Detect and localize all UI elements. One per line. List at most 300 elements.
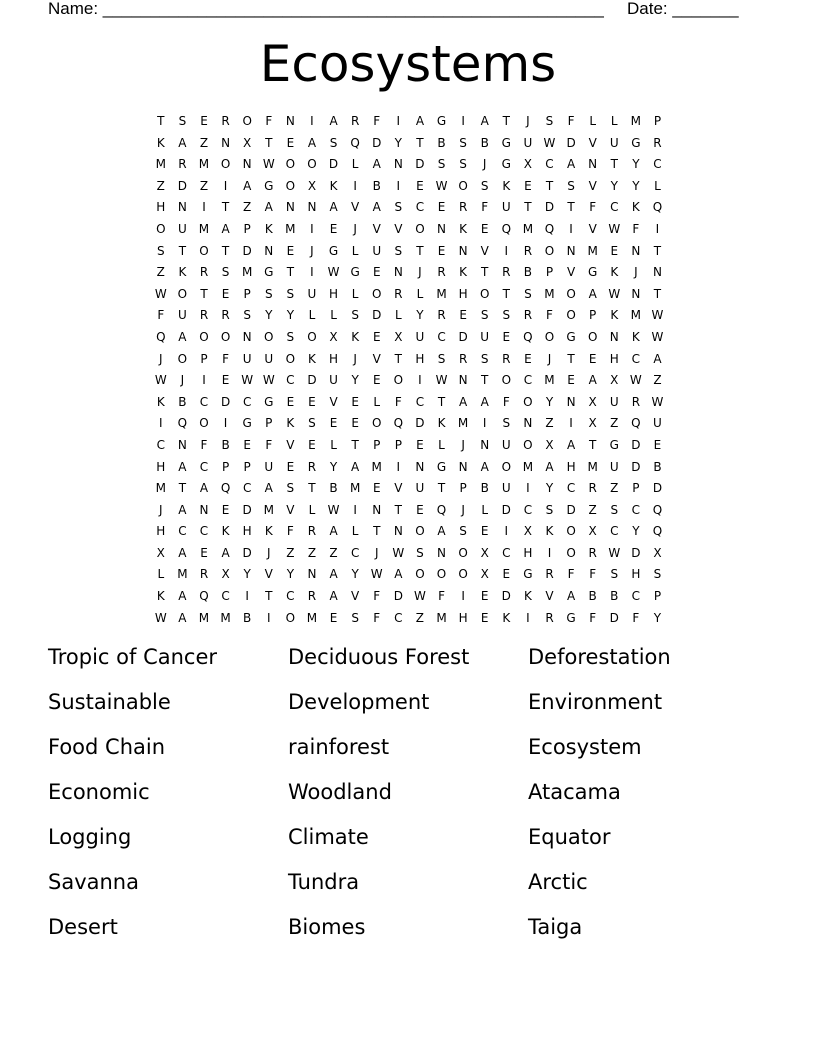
grid-letter: I <box>418 373 422 388</box>
grid-letter: I <box>266 610 271 625</box>
grid-row <box>150 154 670 176</box>
grid-letter: Q <box>156 329 166 344</box>
grid-letter: O <box>242 114 252 128</box>
grid-letter: Z <box>415 610 425 625</box>
grid-letter: C <box>415 200 425 215</box>
grid-letter: R <box>523 308 533 323</box>
grid-letter: F <box>502 394 510 409</box>
grid-letter: V <box>286 437 295 452</box>
grid-letter: K <box>437 416 446 431</box>
word-list <box>48 641 768 956</box>
grid-letter: F <box>394 394 402 409</box>
grid-letter: O <box>501 373 512 388</box>
grid-letter: U <box>372 243 382 258</box>
grid-letter: B <box>653 459 662 474</box>
grid-letter: M <box>198 157 210 172</box>
grid-letter: S <box>610 567 619 582</box>
grid-letter: F <box>265 437 273 452</box>
grid-letter: X <box>307 178 317 193</box>
grid-letter: F <box>286 524 294 539</box>
grid-letter: J <box>526 114 530 128</box>
grid-letter: G <box>264 394 274 409</box>
grid-letter: F <box>589 567 597 582</box>
grid-letter: D <box>242 243 252 258</box>
grid-letter: E <box>286 394 295 409</box>
grid-letter: A <box>178 135 187 150</box>
grid-letter: R <box>545 567 554 582</box>
grid-row <box>150 305 670 327</box>
grid-letter: I <box>223 178 228 193</box>
grid-letter: S <box>156 243 165 258</box>
grid-letter: U <box>177 308 187 323</box>
grid-letter: B <box>243 610 252 625</box>
grid-letter: E <box>200 114 208 128</box>
grid-letter: A <box>394 567 403 582</box>
grid-letter: X <box>480 545 489 560</box>
word-list-item: Economic <box>48 780 150 804</box>
grid-letter: I <box>310 221 314 236</box>
grid-letter: Z <box>156 265 165 280</box>
grid-letter: X <box>588 524 597 539</box>
grid-letter: J <box>159 502 163 517</box>
grid-letter: O <box>566 286 576 301</box>
grid-letter: S <box>437 157 446 172</box>
grid-row <box>150 370 670 392</box>
grid-letter: N <box>437 221 446 236</box>
grid-letter: A <box>545 459 554 474</box>
grid-letter: H <box>458 610 468 625</box>
grid-letter: I <box>526 481 530 496</box>
grid-letter: I <box>310 114 314 128</box>
grid-letter: R <box>502 265 511 280</box>
grid-letter: O <box>199 329 209 344</box>
grid-letter: W <box>608 286 621 301</box>
grid-row <box>150 327 670 349</box>
grid-letter: N <box>652 265 662 280</box>
word-list-item: Ecosystem <box>528 735 642 759</box>
grid-letter: L <box>416 286 424 301</box>
grid-letter: U <box>415 329 425 344</box>
grid-letter: F <box>265 114 273 128</box>
grid-letter: T <box>610 157 618 172</box>
grid-letter: E <box>372 329 381 344</box>
grid-letter: N <box>221 135 231 150</box>
grid-letter: V <box>372 221 381 236</box>
grid-letter: U <box>501 437 511 452</box>
grid-letter: H <box>156 459 166 474</box>
grid-letter: O <box>307 329 317 344</box>
grid-letter: O <box>501 459 512 474</box>
word-list-item: Atacama <box>528 780 621 804</box>
grid-letter: H <box>329 286 339 301</box>
grid-row <box>150 197 670 219</box>
grid-letter: B <box>329 481 338 496</box>
grid-letter: O <box>372 286 382 301</box>
grid-letter: P <box>653 589 662 604</box>
grid-letter: R <box>199 567 209 582</box>
grid-letter: K <box>502 610 511 625</box>
grid-letter: K <box>459 221 468 236</box>
grid-letter: L <box>610 114 618 128</box>
grid-letter: F <box>567 114 575 128</box>
grid-letter: T <box>351 437 359 452</box>
grid-letter: B <box>480 481 489 496</box>
grid-letter: C <box>199 459 209 474</box>
grid-letter: N <box>372 502 382 517</box>
grid-row <box>150 564 670 586</box>
grid-letter: U <box>501 481 511 496</box>
grid-letter: I <box>159 416 163 431</box>
grid-letter: A <box>351 459 360 474</box>
grid-letter: E <box>221 373 230 388</box>
grid-letter: P <box>243 221 251 236</box>
grid-letter: R <box>307 524 317 539</box>
grid-letter: E <box>588 351 597 366</box>
grid-letter: K <box>264 524 273 539</box>
grid-row <box>150 111 670 133</box>
grid-letter: T <box>265 135 273 150</box>
grid-letter: M <box>436 610 447 625</box>
grid-letter: D <box>372 135 382 150</box>
grid-letter: T <box>502 286 510 301</box>
grid-letter: O <box>436 567 447 582</box>
grid-letter: A <box>264 200 273 215</box>
grid-letter: M <box>436 286 447 301</box>
grid-letter: K <box>156 589 165 604</box>
grid-letter: W <box>651 329 664 344</box>
grid-letter: X <box>480 567 489 582</box>
grid-letter: H <box>631 567 641 582</box>
grid-letter: W <box>651 394 664 409</box>
grid-letter: D <box>415 157 425 172</box>
grid-letter: S <box>524 286 532 301</box>
grid-letter: O <box>220 329 231 344</box>
grid-letter: Q <box>652 502 663 517</box>
grid-letter: N <box>393 157 403 172</box>
grid-letter: C <box>242 394 252 409</box>
grid-letter: D <box>242 502 252 517</box>
grid-letter: W <box>327 502 340 517</box>
grid-letter: N <box>242 157 252 172</box>
grid-letter: A <box>178 610 187 625</box>
grid-letter: A <box>178 502 187 517</box>
grid-letter: P <box>221 459 230 474</box>
grid-letter: I <box>353 178 357 193</box>
word-list-item: Climate <box>288 825 369 849</box>
grid-letter: I <box>396 114 401 128</box>
grid-letter: Q <box>652 524 663 539</box>
grid-letter: O <box>544 329 555 344</box>
grid-letter: I <box>526 610 530 625</box>
word-list-item: Arctic <box>528 870 588 894</box>
grid-letter: O <box>220 157 231 172</box>
grid-letter: V <box>394 221 403 236</box>
grid-letter: W <box>262 157 275 172</box>
grid-letter: P <box>589 308 597 323</box>
grid-letter: H <box>523 545 533 560</box>
word-list-item: Tundra <box>288 870 360 894</box>
grid-row <box>150 284 670 306</box>
grid-letter: G <box>609 437 619 452</box>
grid-letter: U <box>177 221 187 236</box>
grid-letter: L <box>351 286 359 301</box>
grid-letter: O <box>458 178 468 193</box>
grid-letter: N <box>588 157 598 172</box>
grid-letter: L <box>308 308 316 323</box>
grid-letter: O <box>285 178 296 193</box>
grid-letter: O <box>177 286 188 301</box>
grid-letter: E <box>480 589 489 604</box>
grid-letter: J <box>461 502 465 517</box>
grid-letter: O <box>415 221 425 236</box>
grid-letter: W <box>629 373 642 388</box>
grid-letter: U <box>523 135 533 150</box>
grid-letter: U <box>653 416 662 431</box>
grid-letter: I <box>202 373 206 388</box>
grid-letter: K <box>156 135 165 150</box>
grid-letter: A <box>566 437 576 452</box>
grid-letter: E <box>502 567 511 582</box>
grid-row <box>150 262 670 284</box>
grid-letter: K <box>351 329 360 344</box>
grid-letter: G <box>501 135 511 150</box>
grid-letter: G <box>436 459 447 474</box>
grid-letter: S <box>329 135 338 150</box>
grid-letter: Y <box>416 308 424 323</box>
grid-letter: K <box>631 329 640 344</box>
grid-letter: Y <box>632 157 640 172</box>
grid-letter: U <box>264 351 274 366</box>
grid-letter: L <box>351 157 359 172</box>
grid-letter: S <box>480 178 489 193</box>
grid-letter: O <box>415 567 425 582</box>
grid-letter: S <box>502 308 511 323</box>
grid-letter: B <box>610 589 619 604</box>
grid-letter: A <box>264 481 273 496</box>
grid-letter: I <box>223 416 228 431</box>
grid-letter: G <box>350 265 360 280</box>
grid-letter: N <box>393 524 403 539</box>
grid-letter: A <box>480 459 489 474</box>
grid-letter: E <box>372 265 381 280</box>
grid-letter: E <box>286 135 295 150</box>
grid-letter: O <box>307 157 317 172</box>
grid-letter: D <box>372 308 382 323</box>
grid-letter: C <box>523 373 533 388</box>
grid-letter: M <box>285 221 296 236</box>
grid-letter: S <box>545 114 554 128</box>
grid-letter: X <box>221 567 230 582</box>
grid-letter: T <box>589 437 597 452</box>
grid-letter: J <box>310 243 314 258</box>
grid-letter: K <box>221 524 230 539</box>
grid-letter: E <box>480 221 489 236</box>
grid-letter: E <box>286 243 295 258</box>
grid-letter: K <box>545 524 554 539</box>
grid-letter: Z <box>199 178 209 193</box>
grid-letter: U <box>609 135 619 150</box>
grid-letter: G <box>264 178 274 193</box>
word-search-grid <box>150 111 670 629</box>
grid-letter: P <box>653 114 662 128</box>
grid-letter: N <box>177 437 187 452</box>
grid-letter: J <box>353 351 357 366</box>
grid-row <box>150 349 670 371</box>
grid-letter: T <box>178 243 187 258</box>
grid-letter: J <box>159 351 163 366</box>
grid-letter: H <box>566 459 576 474</box>
grid-letter: C <box>221 589 230 604</box>
grid-letter: N <box>480 437 490 452</box>
grid-letter: N <box>631 286 641 301</box>
grid-letter: E <box>329 416 338 431</box>
grid-letter: E <box>221 286 230 301</box>
grid-letter: S <box>459 157 467 172</box>
grid-letter: E <box>221 502 230 517</box>
grid-letter: W <box>608 545 621 560</box>
grid-letter: P <box>243 459 251 474</box>
grid-letter: A <box>178 329 187 344</box>
grid-letter: F <box>373 114 381 128</box>
grid-letter: O <box>566 308 576 323</box>
grid-letter: M <box>587 243 598 258</box>
grid-letter: N <box>631 243 641 258</box>
grid-row <box>150 435 670 457</box>
grid-letter: E <box>437 200 446 215</box>
grid-row <box>150 219 670 241</box>
word-list-item: Sustainable <box>48 690 171 714</box>
grid-letter: Y <box>351 373 359 388</box>
name-line: Name: _____________________________________________________ <box>48 0 604 18</box>
grid-letter: E <box>329 221 338 236</box>
grid-letter: E <box>653 437 662 452</box>
grid-letter: A <box>566 589 576 604</box>
grid-letter: S <box>308 416 316 431</box>
grid-letter: V <box>351 200 360 215</box>
grid-letter: W <box>327 265 340 280</box>
grid-letter: T <box>373 524 381 539</box>
grid-letter: K <box>286 416 295 431</box>
grid-letter: B <box>178 394 187 409</box>
grid-letter: K <box>329 178 338 193</box>
grid-letter: Y <box>351 567 359 582</box>
grid-row <box>150 241 670 263</box>
word-list-item: Savanna <box>48 870 139 894</box>
grid-letter: M <box>198 221 210 236</box>
grid-letter: C <box>199 524 209 539</box>
grid-letter: M <box>630 308 642 323</box>
grid-letter: U <box>329 373 338 388</box>
grid-letter: S <box>459 135 467 150</box>
grid-letter: E <box>243 437 251 452</box>
grid-letter: E <box>329 610 338 625</box>
grid-letter: H <box>242 524 252 539</box>
grid-letter: O <box>156 221 166 236</box>
grid-letter: V <box>588 221 597 236</box>
grid-letter: Y <box>632 524 640 539</box>
grid-letter: F <box>200 437 208 452</box>
grid-letter: F <box>157 308 165 323</box>
grid-letter: E <box>567 373 575 388</box>
grid-letter: M <box>177 567 188 582</box>
grid-letter: D <box>458 329 468 344</box>
grid-letter: E <box>372 481 381 496</box>
grid-letter: C <box>631 351 641 366</box>
grid-letter: A <box>329 114 338 128</box>
grid-letter: G <box>566 329 576 344</box>
grid-letter: X <box>653 545 662 560</box>
grid-letter: D <box>609 610 619 625</box>
grid-letter: Y <box>610 178 618 193</box>
grid-letter: F <box>632 221 640 236</box>
grid-letter: C <box>437 329 446 344</box>
grid-letter: N <box>393 265 403 280</box>
grid-letter: X <box>394 329 403 344</box>
grid-letter: J <box>180 373 185 388</box>
grid-letter: J <box>461 437 465 452</box>
grid-letter: V <box>480 243 489 258</box>
grid-letter: A <box>372 200 381 215</box>
grid-letter: P <box>200 351 208 366</box>
grid-letter: G <box>523 567 533 582</box>
grid-letter: R <box>221 114 230 128</box>
grid-letter: X <box>523 524 532 539</box>
grid-letter: A <box>588 373 597 388</box>
grid-letter: M <box>522 221 534 236</box>
word-list-item: Deforestation <box>528 645 671 669</box>
grid-letter: A <box>372 157 381 172</box>
grid-letter: E <box>372 373 381 388</box>
grid-letter: B <box>437 135 446 150</box>
grid-letter: F <box>589 200 597 215</box>
grid-row <box>150 500 670 522</box>
grid-letter: M <box>587 459 598 474</box>
grid-letter: Y <box>329 459 338 474</box>
grid-letter: T <box>481 373 489 388</box>
grid-letter: O <box>566 545 576 560</box>
grid-letter: B <box>480 135 489 150</box>
grid-letter: O <box>285 157 296 172</box>
grid-letter: J <box>634 265 638 280</box>
grid-letter: J <box>482 157 487 172</box>
grid-letter: A <box>178 589 187 604</box>
grid-letter: C <box>610 200 619 215</box>
grid-letter: R <box>394 286 403 301</box>
grid-letter: Q <box>177 416 188 431</box>
grid-letter: N <box>566 394 576 409</box>
grid-letter: Y <box>265 308 273 323</box>
grid-letter: D <box>220 394 231 409</box>
grid-letter: W <box>370 567 383 582</box>
grid-letter: Q <box>652 200 663 215</box>
grid-letter: I <box>353 502 357 517</box>
grid-letter: E <box>351 394 359 409</box>
grid-letter: X <box>156 545 165 560</box>
grid-letter: Q <box>436 502 447 517</box>
grid-letter: K <box>502 178 511 193</box>
grid-letter: X <box>523 157 532 172</box>
grid-row <box>150 608 670 630</box>
grid-letter: Z <box>199 135 209 150</box>
grid-letter: P <box>373 437 381 452</box>
grid-letter: Z <box>653 373 662 388</box>
grid-letter: R <box>221 308 230 323</box>
grid-letter: M <box>630 114 642 128</box>
grid-letter: R <box>523 243 533 258</box>
grid-letter: A <box>221 221 230 236</box>
grid-letter: D <box>242 545 252 560</box>
grid-letter: A <box>329 200 338 215</box>
